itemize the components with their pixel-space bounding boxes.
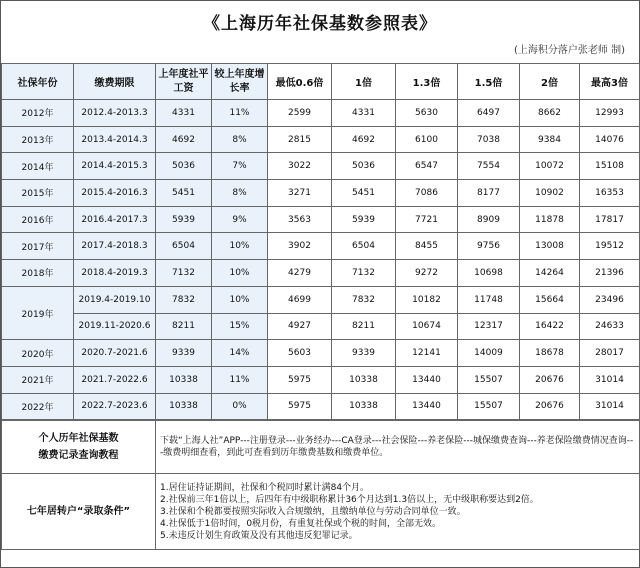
cell-x1: 4692 bbox=[332, 126, 396, 153]
cell-year: 2017年 bbox=[2, 233, 74, 260]
table-body bbox=[2, 100, 640, 420]
page-title: 《上海历年社保基数参照表》 bbox=[203, 14, 437, 34]
cell-max: 12993 bbox=[580, 100, 640, 127]
header-min: 最低0.6倍 bbox=[268, 64, 332, 100]
cell-growth: 9% bbox=[212, 206, 268, 233]
cell-x15: 11748 bbox=[458, 286, 520, 313]
cell-min: 5975 bbox=[268, 393, 332, 420]
cell-x15: 9756 bbox=[458, 233, 520, 260]
query-label-line2: 缴费记录查询教程 bbox=[38, 450, 119, 462]
cell-x15: 7038 bbox=[458, 126, 520, 153]
footer-table bbox=[1, 420, 640, 550]
cell-max: 15108 bbox=[580, 153, 640, 180]
cell-avg: 5451 bbox=[156, 180, 212, 207]
cell-year: 2020年 bbox=[2, 340, 74, 367]
condition-item: 3.社保和个税都要按照实际收入合规缴纳，且缴纳单位与劳动合同单位一致。 bbox=[160, 506, 466, 517]
cell-period: 2014.4-2015.3 bbox=[74, 153, 156, 180]
cell-avg: 5939 bbox=[156, 206, 212, 233]
cell-x13: 6547 bbox=[396, 153, 458, 180]
header-period: 缴费期限 bbox=[74, 64, 156, 100]
table-row bbox=[2, 286, 640, 313]
cell-growth: 11% bbox=[212, 366, 268, 393]
cell-avg: 7132 bbox=[156, 260, 212, 287]
cell-growth: 15% bbox=[212, 313, 268, 340]
cell-x2: 20676 bbox=[520, 366, 580, 393]
cell-x13: 13440 bbox=[396, 366, 458, 393]
cell-growth: 8% bbox=[212, 126, 268, 153]
table-row bbox=[2, 206, 640, 233]
cell-x2: 11878 bbox=[520, 206, 580, 233]
cell-x1: 9339 bbox=[332, 340, 396, 367]
table-row bbox=[2, 366, 640, 393]
header-max: 最高3倍 bbox=[580, 64, 640, 100]
cell-x13: 7086 bbox=[396, 180, 458, 207]
cell-x1: 10338 bbox=[332, 393, 396, 420]
cell-growth: 14% bbox=[212, 340, 268, 367]
cell-period: 2022.7-2023.6 bbox=[74, 393, 156, 420]
author-credit: (上海积分落户张老师 制) bbox=[514, 45, 625, 56]
cell-growth: 10% bbox=[212, 233, 268, 260]
condition-item: 4.社保低于1倍时间，0税月份，有重复社保或个税的时间，全部无效。 bbox=[160, 518, 442, 529]
table-row bbox=[2, 153, 640, 180]
cell-x2: 18678 bbox=[520, 340, 580, 367]
cell-avg: 10338 bbox=[156, 393, 212, 420]
cell-x1: 5939 bbox=[332, 206, 396, 233]
cell-x1: 5451 bbox=[332, 180, 396, 207]
cell-period: 2013.4-2014.3 bbox=[74, 126, 156, 153]
cell-x1: 10338 bbox=[332, 366, 396, 393]
cell-year: 2015年 bbox=[2, 180, 74, 207]
table-row bbox=[2, 100, 640, 127]
query-label bbox=[2, 421, 156, 474]
table-header-row bbox=[2, 64, 640, 100]
conditions-list bbox=[156, 474, 640, 550]
cell-year: 2014年 bbox=[2, 153, 74, 180]
cell-period: 2017.4-2018.3 bbox=[74, 233, 156, 260]
cell-x2: 9384 bbox=[520, 126, 580, 153]
cell-x1: 7832 bbox=[332, 286, 396, 313]
cell-min: 4927 bbox=[268, 313, 332, 340]
cell-period: 2016.4-2017.3 bbox=[74, 206, 156, 233]
table-row bbox=[2, 126, 640, 153]
cell-x2: 16422 bbox=[520, 313, 580, 340]
cell-min: 4279 bbox=[268, 260, 332, 287]
cell-period: 2021.7-2022.6 bbox=[74, 366, 156, 393]
cell-x13: 6100 bbox=[396, 126, 458, 153]
cell-x13: 8455 bbox=[396, 233, 458, 260]
cell-period: 2018.4-2019.3 bbox=[74, 260, 156, 287]
cell-x2: 10072 bbox=[520, 153, 580, 180]
cell-period: 2012.4-2013.3 bbox=[74, 100, 156, 127]
cell-max: 31014 bbox=[580, 393, 640, 420]
cell-max: 23496 bbox=[580, 286, 640, 313]
table-row bbox=[2, 393, 640, 420]
cell-year: 2019年 bbox=[2, 286, 74, 339]
cell-max: 21396 bbox=[580, 260, 640, 287]
cell-x13: 10182 bbox=[396, 286, 458, 313]
cell-max: 17817 bbox=[580, 206, 640, 233]
cell-max: 19512 bbox=[580, 233, 640, 260]
cell-avg: 5036 bbox=[156, 153, 212, 180]
cell-year: 2022年 bbox=[2, 393, 74, 420]
cell-x15: 8909 bbox=[458, 206, 520, 233]
cell-avg: 9339 bbox=[156, 340, 212, 367]
cell-avg: 8211 bbox=[156, 313, 212, 340]
header-1x: 1倍 bbox=[332, 64, 396, 100]
cell-min: 2815 bbox=[268, 126, 332, 153]
cell-period: 2020.7-2021.6 bbox=[74, 340, 156, 367]
query-text: 下载“上海人社”APP---注册登录---业务经办---CA登录---社会保险---养老保险---城保缴费查询---养老保险缴费情况查询---缴费明细查看，到此可查看到历年缴费基数和缴费单位。 bbox=[156, 421, 640, 474]
query-row bbox=[2, 421, 640, 474]
cell-avg: 10338 bbox=[156, 366, 212, 393]
cell-max: 16353 bbox=[580, 180, 640, 207]
table-row bbox=[2, 313, 640, 340]
cell-growth: 8% bbox=[212, 180, 268, 207]
cell-min: 2599 bbox=[268, 100, 332, 127]
cell-x1: 8211 bbox=[332, 313, 396, 340]
cell-period: 2019.11-2020.6 bbox=[74, 313, 156, 340]
condition-item: 1.居住证持证期间，社保和个税同时累计满84个月。 bbox=[160, 482, 370, 493]
cell-min: 3022 bbox=[268, 153, 332, 180]
table-row bbox=[2, 260, 640, 287]
cell-x15: 14009 bbox=[458, 340, 520, 367]
cell-max: 28017 bbox=[580, 340, 640, 367]
cell-x15: 8177 bbox=[458, 180, 520, 207]
cell-x15: 10698 bbox=[458, 260, 520, 287]
cell-max: 24633 bbox=[580, 313, 640, 340]
table-row bbox=[2, 180, 640, 207]
cell-x13: 9272 bbox=[396, 260, 458, 287]
cell-x15: 7554 bbox=[458, 153, 520, 180]
cell-x15: 15507 bbox=[458, 393, 520, 420]
cell-year: 2018年 bbox=[2, 260, 74, 287]
condition-item: 5.未违反计划生育政策及没有其他违反犯罪记录。 bbox=[160, 530, 358, 541]
header-2x: 2倍 bbox=[520, 64, 580, 100]
cell-x2: 14264 bbox=[520, 260, 580, 287]
cell-growth: 0% bbox=[212, 393, 268, 420]
cell-x15: 12317 bbox=[458, 313, 520, 340]
cell-x1: 5036 bbox=[332, 153, 396, 180]
cell-x2: 13008 bbox=[520, 233, 580, 260]
cell-avg: 6504 bbox=[156, 233, 212, 260]
cell-period: 2019.4-2019.10 bbox=[74, 286, 156, 313]
header-year: 社保年份 bbox=[2, 64, 74, 100]
cell-min: 3902 bbox=[268, 233, 332, 260]
header-growth: 较上年度增长率 bbox=[212, 64, 268, 100]
cell-avg: 4331 bbox=[156, 100, 212, 127]
cell-x13: 12141 bbox=[396, 340, 458, 367]
cell-x15: 15507 bbox=[458, 366, 520, 393]
cell-max: 31014 bbox=[580, 366, 640, 393]
cell-year: 2016年 bbox=[2, 206, 74, 233]
conditions-row bbox=[2, 474, 640, 550]
cell-x1: 6504 bbox=[332, 233, 396, 260]
cell-growth: 11% bbox=[212, 100, 268, 127]
cell-min: 5603 bbox=[268, 340, 332, 367]
cell-x15: 6497 bbox=[458, 100, 520, 127]
conditions-label: 七年居转户“录取条件” bbox=[2, 474, 156, 550]
table-row bbox=[2, 340, 640, 367]
cell-x1: 7132 bbox=[332, 260, 396, 287]
cell-year: 2012年 bbox=[2, 100, 74, 127]
cell-x2: 15664 bbox=[520, 286, 580, 313]
cell-max: 14076 bbox=[580, 126, 640, 153]
cell-x13: 7721 bbox=[396, 206, 458, 233]
cell-year: 2021年 bbox=[2, 366, 74, 393]
cell-growth: 10% bbox=[212, 286, 268, 313]
table-row bbox=[2, 233, 640, 260]
cell-x13: 13440 bbox=[396, 393, 458, 420]
cell-x13: 10674 bbox=[396, 313, 458, 340]
cell-x2: 20676 bbox=[520, 393, 580, 420]
cell-min: 3271 bbox=[268, 180, 332, 207]
base-table bbox=[1, 63, 640, 420]
cell-year: 2013年 bbox=[2, 126, 74, 153]
cell-x2: 8662 bbox=[520, 100, 580, 127]
query-label-line1: 个人历年社保基数 bbox=[38, 433, 119, 445]
cell-growth: 10% bbox=[212, 260, 268, 287]
cell-avg: 7832 bbox=[156, 286, 212, 313]
header-1-3x: 1.3倍 bbox=[396, 64, 458, 100]
cell-x13: 5630 bbox=[396, 100, 458, 127]
cell-x2: 10902 bbox=[520, 180, 580, 207]
condition-item: 2.社保前三年1倍以上，后四年有中级职称累计36个月达到1.3倍以上，无中级职称要达到2倍。 bbox=[160, 494, 539, 505]
cell-min: 5975 bbox=[268, 366, 332, 393]
header-1-5x: 1.5倍 bbox=[458, 64, 520, 100]
cell-min: 4699 bbox=[268, 286, 332, 313]
cell-avg: 4692 bbox=[156, 126, 212, 153]
cell-min: 3563 bbox=[268, 206, 332, 233]
cell-period: 2015.4-2016.3 bbox=[74, 180, 156, 207]
cell-growth: 7% bbox=[212, 153, 268, 180]
cell-x1: 4331 bbox=[332, 100, 396, 127]
header-avg-wage: 上年度社平工资 bbox=[156, 64, 212, 100]
